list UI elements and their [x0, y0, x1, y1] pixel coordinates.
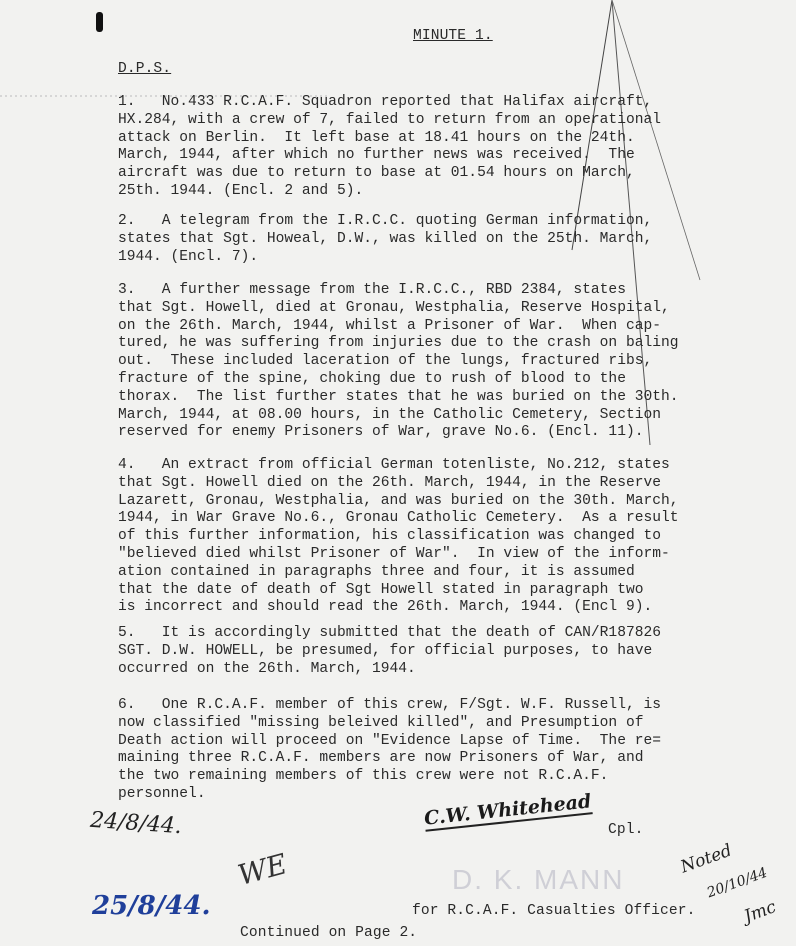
line: out. These included laceration of the lungs, fractured ribs, — [118, 353, 653, 370]
continued-note: Continued on Page 2. — [240, 925, 418, 941]
blue-date: 25/8/44. — [92, 891, 211, 921]
line: that Sgt. Howell died on the 26th. March, 1944, in the Reserve — [118, 474, 661, 491]
paragraph-1 — [118, 94, 661, 201]
noted-label: Noted — [678, 840, 735, 878]
line: 3. A further message from the I.R.C.C., RBD 2384, states — [118, 282, 626, 298]
ink-blot — [96, 12, 103, 32]
line: now classified "missing beleived killed", and Presumption of — [118, 714, 644, 731]
line: occurred on the 26th. March, 1944. — [118, 660, 416, 677]
line: 6. One R.C.A.F. member of this crew, F/Sgt. W.F. Russell, is — [118, 697, 661, 713]
line: "believed died whilst Prisoner of War". In view of the inform- — [118, 545, 670, 562]
line: 1944. (Encl. 7). — [118, 248, 259, 265]
line: that the date of death of Sgt Howell stated in paragraph two — [118, 581, 644, 598]
paragraph-5 — [118, 625, 661, 678]
initials: WE — [234, 847, 291, 892]
signature: C.W. Whitehead — [423, 790, 593, 830]
line: on the 26th. March, 1944, whilst a Prisoner of War. When cap- — [118, 317, 661, 334]
line: thorax. The list further states that he was buried on the 30th. — [118, 388, 679, 405]
line: reserved for enemy Prisoners of War, grave No.6. (Encl. 11). — [118, 424, 644, 441]
paragraph-2 — [118, 213, 652, 266]
line: maining three R.C.A.F. members are now Prisoners of War, and — [118, 750, 644, 767]
line: Death action will proceed on "Evidence Lapse of Time. The re= — [118, 732, 661, 749]
paragraph-6 — [118, 697, 661, 804]
line: states that Sgt. Howeal, D.W., was killed on the 25th. March, — [118, 230, 653, 247]
noted-initials: Jmc — [741, 897, 779, 927]
name-stamp: D. K. MANN — [452, 864, 625, 895]
line: HX.284, with a crew of 7, failed to return from an operational — [118, 111, 661, 128]
line: Lazarett, Gronau, Westphalia, and was buried on the 30th. March, — [118, 492, 679, 509]
line: 2. A telegram from the I.R.C.C. quoting German information, — [118, 213, 653, 229]
document-title: MINUTE 1. — [413, 28, 493, 44]
line: 5. It is accordingly submitted that the death of CAN/R187826 — [118, 625, 661, 641]
line: is incorrect and should read the 26th. March, 1944. (Encl 9). — [118, 599, 653, 616]
line: attack on Berlin. It left base at 18.41 hours on the 24th. — [118, 129, 635, 146]
noted-date: 20/10/44 — [704, 864, 770, 902]
line: aircraft was due to return to base at 01.54 hours on March, — [118, 165, 635, 182]
line: March, 1944, after which no further news was received. The — [118, 147, 635, 164]
line: 4. An extract from official German totenliste, No.212, states — [118, 457, 670, 473]
line: tured, he was suffering from injuries due to the crash on baling — [118, 335, 679, 352]
handwritten-date: 24/8/44. — [89, 807, 183, 840]
line: ation contained in paragraphs three and four, it is assumed — [118, 563, 635, 580]
line: fracture of the spine, choking due to rush of blood to the — [118, 370, 626, 387]
line: 1944, in War Grave No.6., Gronau Catholic Cemetery. As a result — [118, 510, 679, 527]
line: personnel. — [118, 785, 206, 802]
line: of this further information, his classification was changed to — [118, 528, 661, 545]
line: 1. No.433 R.C.A.F. Squadron reported that Halifax aircraft, — [118, 94, 653, 110]
paragraph-4 — [118, 457, 679, 617]
line: March, 1944, at 08.00 hours, in the Catholic Cemetery, Section — [118, 406, 661, 423]
line: the two remaining members of this crew were not R.C.A.F. — [118, 768, 609, 785]
addressee: D.P.S. — [118, 61, 172, 77]
signoff: for R.C.A.F. Casualties Officer. — [412, 903, 696, 919]
rank: Cpl. — [608, 822, 644, 838]
line: that Sgt. Howell, died at Gronau, Westphalia, Reserve Hospital, — [118, 299, 670, 316]
line: SGT. D.W. HOWELL, be presumed, for official purposes, to have — [118, 642, 653, 659]
paragraph-3 — [118, 282, 679, 442]
line: 25th. 1944. (Encl. 2 and 5). — [118, 182, 364, 199]
